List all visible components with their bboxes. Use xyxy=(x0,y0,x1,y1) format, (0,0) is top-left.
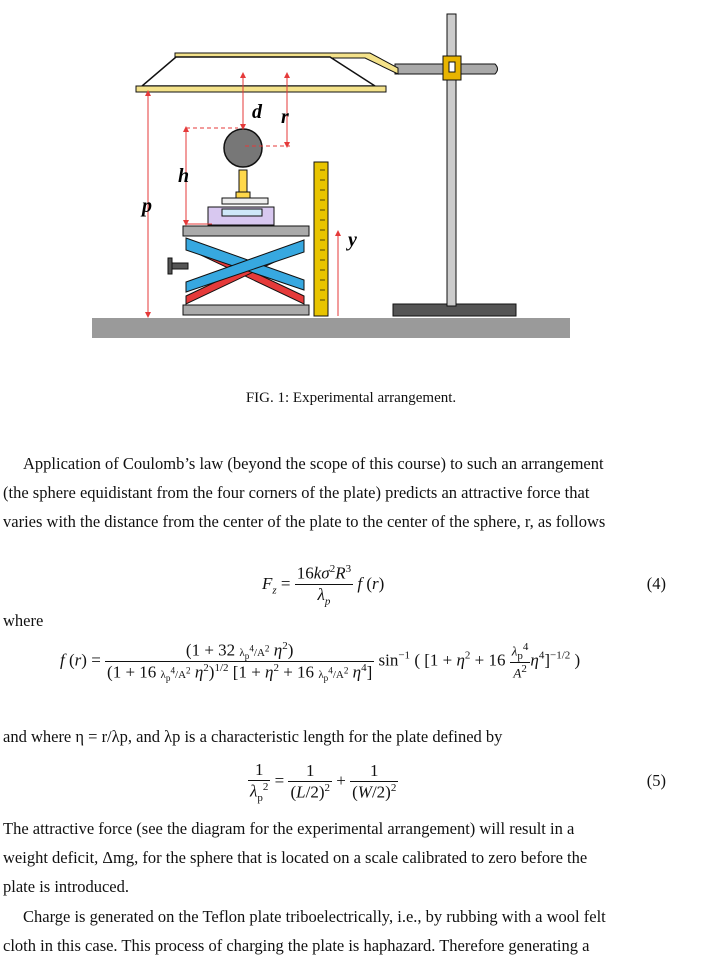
label-h: h xyxy=(178,165,190,187)
and-where-text: and where η = r/λp, and λp is a characteristic length for the plate defined by xyxy=(3,727,503,746)
text-line: weight deficit, Δmg, for the sphere that is located on a scale calibrated to zero before the xyxy=(3,848,588,867)
label-r: r xyxy=(281,106,289,128)
paragraph-charge xyxy=(3,902,667,960)
figure-caption: FIG. 1: Experimental arrangement. xyxy=(245,390,457,406)
equation-4: $F_z$ = $\frac{16k\sigma^2R^3}{\lambda_p}$ f (r) xyxy=(262,563,385,608)
apparatus-diagram xyxy=(0,0,702,380)
paragraph-force xyxy=(3,814,667,901)
text-line: The attractive force (see the diagram for the experimental arrangement) will result in a xyxy=(3,819,575,838)
text-line: (the sphere equidistant from the four corners of the plate) predicts an attractive force that xyxy=(3,483,590,502)
teflon-plate xyxy=(142,57,375,86)
label-d: d xyxy=(252,101,262,123)
jack-handle xyxy=(172,263,188,269)
jack-top-plate xyxy=(183,226,309,236)
ruler xyxy=(314,162,328,316)
jack-bottom-plate xyxy=(183,305,309,315)
label-p: p xyxy=(142,195,152,217)
where-text: where xyxy=(3,611,44,630)
equation-4-number: (4) xyxy=(646,574,666,593)
sphere xyxy=(224,129,262,167)
equation-5: $\frac{1}{\lambda_p^2}$ = $\frac{1}{(L/2)^2}$ + $\frac{1}{(W/2)^2}$ xyxy=(250,760,397,805)
text-line: cloth in this case. This process of charging the plate is haphazard. Therefore generating a xyxy=(3,936,590,955)
text-line: varies with the distance from the center of the plate to the center of the sphere, r, as follows xyxy=(3,512,606,531)
plate-frame-bottom xyxy=(136,86,386,92)
ground-floor xyxy=(92,318,570,338)
text-line: Application of Coulomb’s law (beyond the scope of this course) to such an arrangement xyxy=(23,454,604,473)
paragraph-coulomb xyxy=(3,449,667,536)
experimental-arrangement-figure xyxy=(0,0,702,380)
label-y: y xyxy=(348,229,357,251)
text-line: Charge is generated on the Teflon plate triboelectrically, i.e., by rubbing with a wool felt xyxy=(23,907,606,926)
equation-5-number: (5) xyxy=(646,771,666,790)
text-line: plate is introduced. xyxy=(3,877,130,896)
equation-f-r: f (r) = $\frac{(1 + 32 \lambda_p^4/A^2 \eta^2)}{(1 + 16 \lambda_p^4/A^2 \eta^2)^{1/2} [1 + \eta^2 + 16 \lambda_p^4/A^2 \eta^4]}$ $\sin^{-1}$ ( [$1 + \eta^2 + 16$ $\frac{\lambda_p^4}{A^2}$ $\eta^4]^{-1/2}$ ) xyxy=(60,640,581,683)
